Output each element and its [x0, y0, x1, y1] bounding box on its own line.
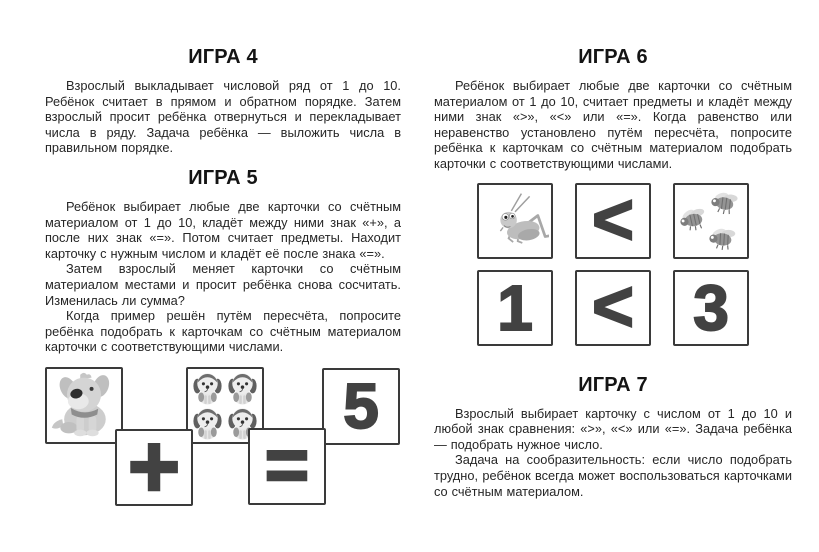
card-less-top	[575, 179, 651, 260]
game7-title: ИГРА 7	[578, 373, 648, 396]
equals-icon: =	[264, 423, 310, 508]
game6-cards-figure	[477, 179, 749, 347]
game7-paragraph-1: Взрослый выбирает карточку с числом от 1 до 10 и любой знак сравнения: «>», «<» или «=». Задача ребёнка — подобрать нужное число.	[434, 405, 792, 452]
left-column	[45, 40, 401, 518]
game7-paragraph-2: Задача на сообразительность: если число подобрать трудно, ребёнок всегда может воспользоваться карточками со счётным материалом.	[434, 452, 792, 499]
game5-paragraph-1: Ребёнок выбирает любые две карточки со счётным материалом от 1 до 10, кладёт между ними знак «+», а после них знак «=». Потом считает предметы. Находит карточку с нужным числом и кладёт её после знака «=».	[45, 198, 401, 261]
card-less-bottom	[575, 266, 651, 347]
number-three-label: 3	[693, 271, 729, 344]
less-than-icon: <	[591, 179, 635, 260]
game4-paragraph: Взрослый выкладывает числовой ряд от 1 до 10. Ребёнок считает в прямом и обратном порядке. Затем взрослый просит ребёнка отвернуться и перекладывает числа в ряду. Задача ребёнка — выложить числа в правильном порядке.	[45, 78, 401, 156]
game6-paragraph: Ребёнок выбирает любые две карточки со счётным материалом от 1 до 10, считает предметы и кладёт между ними знак «>», «<» или «=». Когда равенство или неравенство установлено путём пересчёта, попросите ребёнка к карточкам со счётным материалом подобрать карточки с соответствующими числами.	[434, 78, 792, 171]
game5-paragraph-2: Затем взрослый меняет карточки со счётным материалом местами и просит ребёнка снова сосчитать. Изменилась ли сумма?	[45, 261, 401, 308]
card-grasshopper	[477, 183, 553, 259]
card-one	[477, 270, 553, 346]
right-column	[434, 40, 792, 508]
card-flies	[673, 183, 749, 259]
game5-title: ИГРА 5	[188, 166, 258, 189]
card-five	[322, 368, 400, 445]
number-one-label: 1	[497, 271, 533, 344]
game5-paragraph-3: Когда пример решён путём пересчёта, попросите ребёнка подобрать к карточкам со счётным материалом карточки с соответствующими числами.	[45, 308, 401, 355]
plus-icon: +	[127, 417, 181, 518]
card-plus	[115, 417, 193, 518]
dog-icon	[49, 371, 119, 439]
game5-cards-figure	[45, 367, 401, 518]
card-equals	[248, 423, 326, 508]
flies-icon	[677, 189, 745, 253]
grasshopper-icon	[481, 189, 549, 253]
number-five-label: 5	[343, 370, 379, 443]
game4-title: ИГРА 4	[188, 46, 258, 68]
card-three	[673, 270, 749, 346]
game6-title: ИГРА 6	[578, 46, 648, 68]
card-dog	[45, 367, 123, 444]
less-than-icon: <	[591, 266, 635, 347]
